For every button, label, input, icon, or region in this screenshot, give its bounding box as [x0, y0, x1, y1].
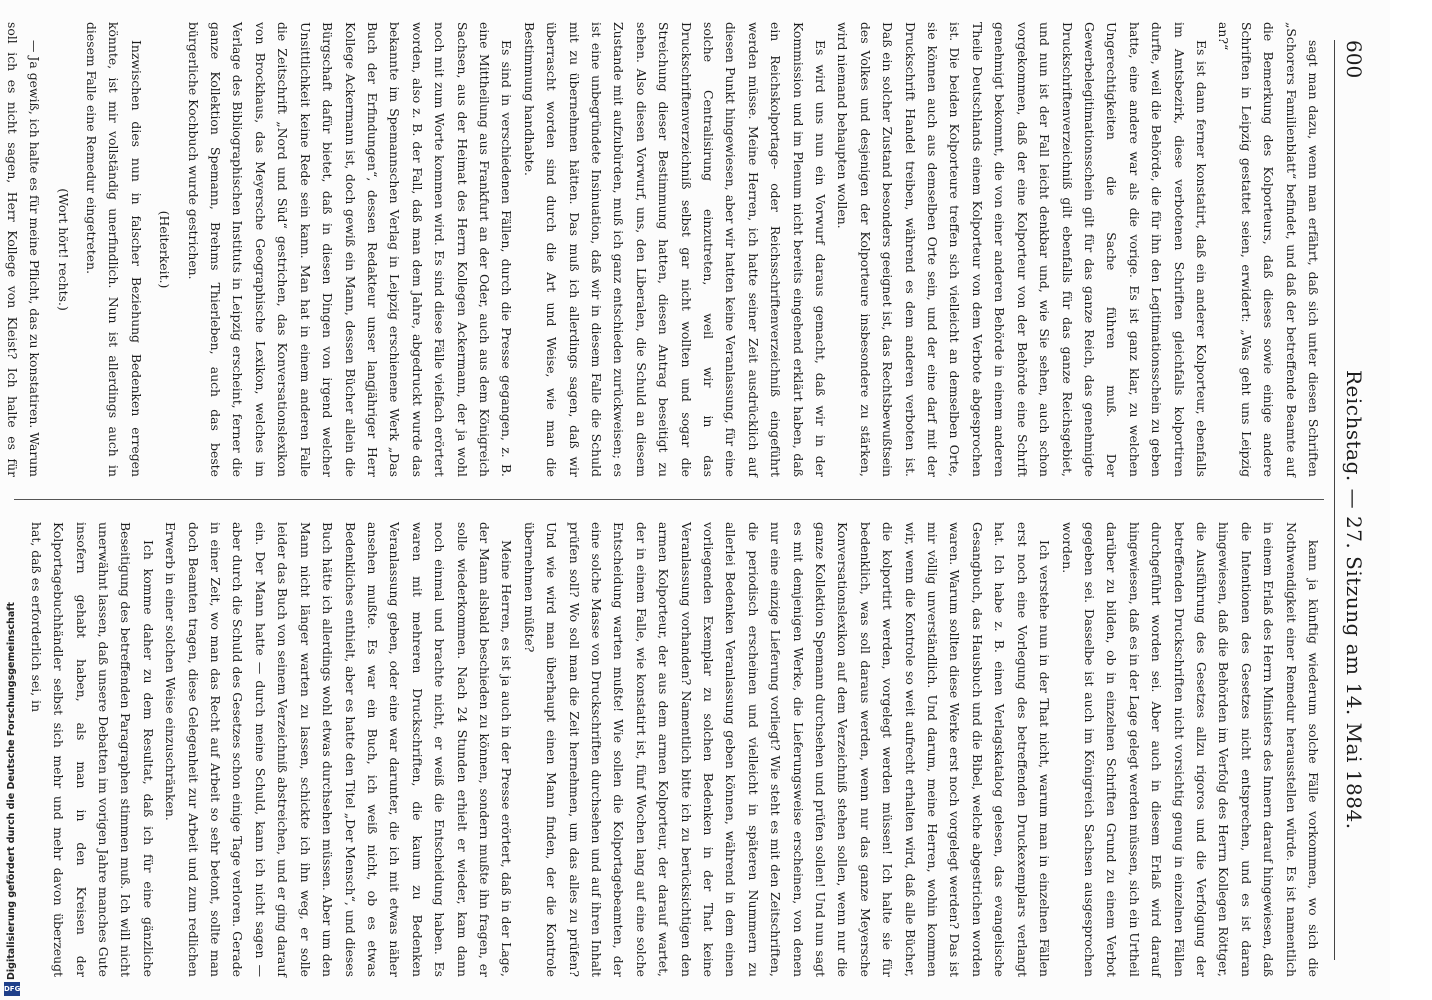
page-header [1334, 40, 1370, 960]
interjection: (Wort hört! rechts.) [55, 188, 71, 311]
paragraph: Inzwischen dies nun in falscher Beziehung Bedenken erregen könnte, ist mir vollständig unerfindlich. Nun ist allerdings auch in diesem Falle eine Remedur eingetreten. [84, 22, 144, 477]
paragraph: Ich verstehe nun in der That nicht, warum man in einzelnen Fällen erst noch eine Vorlegung des betreffenden Druckexemplars verlangt hat. Ich habe z. B. einen Verlagskatalog gelesen, das evangelische Gesangbuch, das Hausbuch und die Bibel, welche abgestrichen worden waren. Warum sollten diese Werke erst noch vorgelegt werden? Das ist mir völlig unverständlich. Und darum, meine Herren, wohin kommen wir, wenn die Kontrole so weit aufrecht erhalten wird, daß alle Bücher, die kolportirt werden, vorgelegt werden müssen! Ich halte sie für bedenklich, was soll daraus werden, wenn nur das ganze Meyersche Konversationslexikon auf dem Verzeichniß stehen sollen, wenn nur die ganze Kollektion Spemann durchsehen und prüfen sollen! Und nun sagt es mit demjenigen Werke, die Lieferungsweise erscheinen, von denen nur eine einzige Lieferung vorliegt? Wie steht es mit den Zeitschriften, die periodisch erscheinen und vielleicht in späteren Nummern zu allerlei Bedenken Veranlassung geben können, während in dem einen vorliegenden Exemplar zu solchen Bedenken in der That keine Veranlassung vorhanden? Namentlich bitte ich zu berücksichtigen den armen Kolporteur, der aus dem armen Kolporteur, der darauf wartet, der in einem Falle, wie konstatirt ist, fünf Wochen lang auf eine solche Entscheidung warten mußte! Wie sollen die Kolportagebeamten, der eine solche Masse von Druckschriften durchsehen und auf ihren Inhalt prüfen soll? Wo soll man die Zeit hernehmen, um das alles zu prüfen? Und wie wird man überhaupt einen Mann finden, der die Kontrole übernehmen müßte? [521, 522, 1053, 977]
text-column-left [4, 22, 1324, 477]
paragraph: Meine Herren, es ist ja auch in der Presse erörtert, daß in der Lage, der Mann alsbald beschieden zu können, sondern mußte ihn fragen, er solle wiederkommen. Nach 24 Stunden erhielt er wieder, kam dann noch einmal und brachte nicht, er weiß die Entscheidung haben. Es waren mit mehreren Druckschriften, die kaum zu Bedenken Veranlassung geben, oder eine war darunter, die ich mit etwas näher ansehen mußte. Es war ein Buch, ich weiß nicht, ob es etwas Bedenkliches enthielt, aber es hatte den Titel „Der Mensch“, und dieses Buch hätte ich allerdings wohl etwas durchsehen müssen. Aber um den Mann nicht länger warten zu lassen, schickte ich ihn weg, er solle leider das Buch von seinem Verzeichniß abstreichen, und er ging darauf ein. Der Mann hatte — durch meine Schuld, kann ich nicht sagen — aber durch die Schuld des Gesetzes schon einige Tage verloren. Gerade in einer Zeit, wo man das Recht auf Arbeit so sehr betont, sollte man doch Beamten tragen, diese Gelegenheit zur Arbeit und zum redlichen Erwerb in einer solchen Weise einzuschränken. [163, 522, 515, 977]
paragraph: kann ja künftig wiederum solche Fälle vorkommen, wo sich die Nothwendigkeit einer Remedur herausstellen würde. Es ist namentlich in einem Erlaß des Herrn Ministers des Innern darauf hingewiesen, daß die Intentionen des Gesetzes nicht entsprechen, und es ist daran hingewiesen, daß die Behörden im Verfolg des Herrn Kollegen Röttger, die Ausführung des Gesetzes allzu rigoros und die Verfolgung der betreffenden Druckschriften nicht vorsichtig genug in einzelnen Fällen durchgeführt worden sei. Aber auch in diesem Erlaß wird darauf hingewiesen, daß es in der Lage gelegt werden müssen, sich ein Urtheil darüber zu bilden, ob in einzelnen Schriften Grund zu einem Verbot gegeben sei. Dasselbe ist auch im Königreich Sachsen ausgesprochen worden. [1059, 522, 1321, 977]
paragraph: sagt man dazu, wenn man erfährt, daß sich unter diesen Schriften „Schorers Familienblatt“ befindet, und daß der betreffende Beamte auf die Bemerkung des Kolporteurs, daß dieses sowie einige andere Schriften in Leipzig gestattet seien, erwidert: „Was geht uns Leipzig an?“ [1216, 22, 1321, 477]
header-rule [1334, 40, 1335, 960]
page-number: 600 [1342, 40, 1366, 79]
paragraph: Es wird uns nun ein Vorwurf daraus gemacht, daß wir in der Kommission und im Plenum nicht bereits eingehend erklärt haben, daß ein Reichskolportage- oder Reichsschriftenverzeichniß eingeführt werden müsse. Meine Herren, ich hatte seiner Zeit ausdrücklich auf diesen Punkt hingewiesen, aber wir hatten keine Veranlassung, für eine solche Centralisirung einzutreten, weil wir in das Druckschriftenverzeichniß selbst gar nicht wollten und sogar die Streichung dieser Bestimmung hatten, diesen Antrag beseitigt zu sehen. Also diesen Vorwurf, uns, den Liberalen, die Schuld an diesem Zustande mit aufzubürden, muß ich ganz entschieden zurückweisen; es ist eine unbegründete Insinuation, daß wir in diesem Falle die Schuld mit zu übernehmen hätten. Das muß ich allerdings sagen, daß wir überrascht worden sind durch die Art und Weise, wie man die Bestimmung handhabte. [521, 22, 829, 477]
column-divider [14, 499, 1324, 500]
paragraph: Ich komme daher zu dem Resultat, daß ich für eine gänzliche Beseitigung des betreffenden Paragraphen stimmen muß. Ich will nicht unerwähnt lassen, daß unsere Debatten im vorigen Jahre manches Gute insofern gehabt haben, als man in den Kreisen der Kolportagebuchhändler selbst sich mehr und mehr davon überzeugt hat, daß es erforderlich sei, in [28, 522, 156, 977]
paragraph: — Ja gewiß, ich halte es für meine Pflicht, das zu konstatiren. Warum soll ich es nicht sagen, Herr Kollege von Kleist? Ich halte es für [4, 22, 43, 477]
paragraph: Es ist dann ferner konstatirt, daß ein anderer Kolporteur, ebenfalls im Amtsbezirk, diese verbotenen Schriften gleichfalls kolportiren durfte, weil die Behörde, die für ihn den Legitimationsschein zu geben hatte, eine andere war als die vorige. Es ist ganz klar, zu welchen Ungerechtigkeiten die Sache führen muß. Der Gewerbelegitimationsschein gilt für das ganze Reich, das genehmigte Druckschriftenverzeichniß gilt ebenfalls für das ganze Reichsgebiet, und nun ist der Fall leicht denkbar und, wie Sie sehen, auch schon vorgekommen, daß der eine Kolporteur von der Behörde eine Schrift genehmigt bekommt, die von einer anderen Behörde in einem anderen Theile Deutschlands einem Kolporteur von dem Verbote abgesprochen ist. Die beiden Kolporteure treffen sich vielleicht an demselben Orte, sie können auch aus demselben Orte sein, und der eine darf mit der Druckschrift Handel treiben, während es dem anderen verboten ist. Daß ein solcher Zustand besonders geeignet ist, das Rechtsbewußtsein des Volkes und desjenigen der Kolporteure insbesondere zu stärken, wird niemand behaupten wollen. [835, 22, 1209, 477]
paragraph: Es sind in verschiedenen Fällen, durch die Presse gegangen, z. B. eine Mittheilung aus Frankfurt an der Oder, auch aus dem Königreich Sachsen, aus der Heimat des Herrn Kollegen Ackermann, der ja wohl noch mit zum Worte kommen wird. Es sind diese Fälle vielfach erörtert worden, also z. B. der Fall, daß man dem Jahre, abgedruckt wurde das bekannte im Spemannschen Verlag in Leipzig erschienene Werk „Das Buch der Erfindungen“, dessen Redakteur unser langjähriger Herr Kollege Ackermann ist, doch gewiß ein Mann, dessen Bücher allein die Bürgschaft dafür bietet, daß in diesen Dingen von irgend welcher Unsittlichkeit keine Rede sein kann. Man hat in einem anderen Falle die Zeitschrift „Nord und Süd“ gestrichen, das Konversationslexikon von Brockhaus, das Meyersche Geographische Lexikon, welches im Verlage des Bibliographischen Instituts in Leipzig erscheint, ferner die ganze Kollektion Spemann, Brehms Thierleben, auch das beste bürgerliche Kochbuch wurde gestrichen. [185, 22, 515, 477]
digitization-credit [2, 602, 24, 996]
dfg-logo-icon: DFG [4, 982, 20, 996]
running-title: Reichstag. — 27. Sitzung am 14. Mai 1884. [1342, 370, 1366, 830]
interjection: (Heiterkeit.) [157, 210, 173, 289]
text-column-right [14, 522, 1324, 977]
credit-text: Digitalisierung gefördert durch die Deutsche Forschungsgemeinschaft [6, 602, 17, 980]
